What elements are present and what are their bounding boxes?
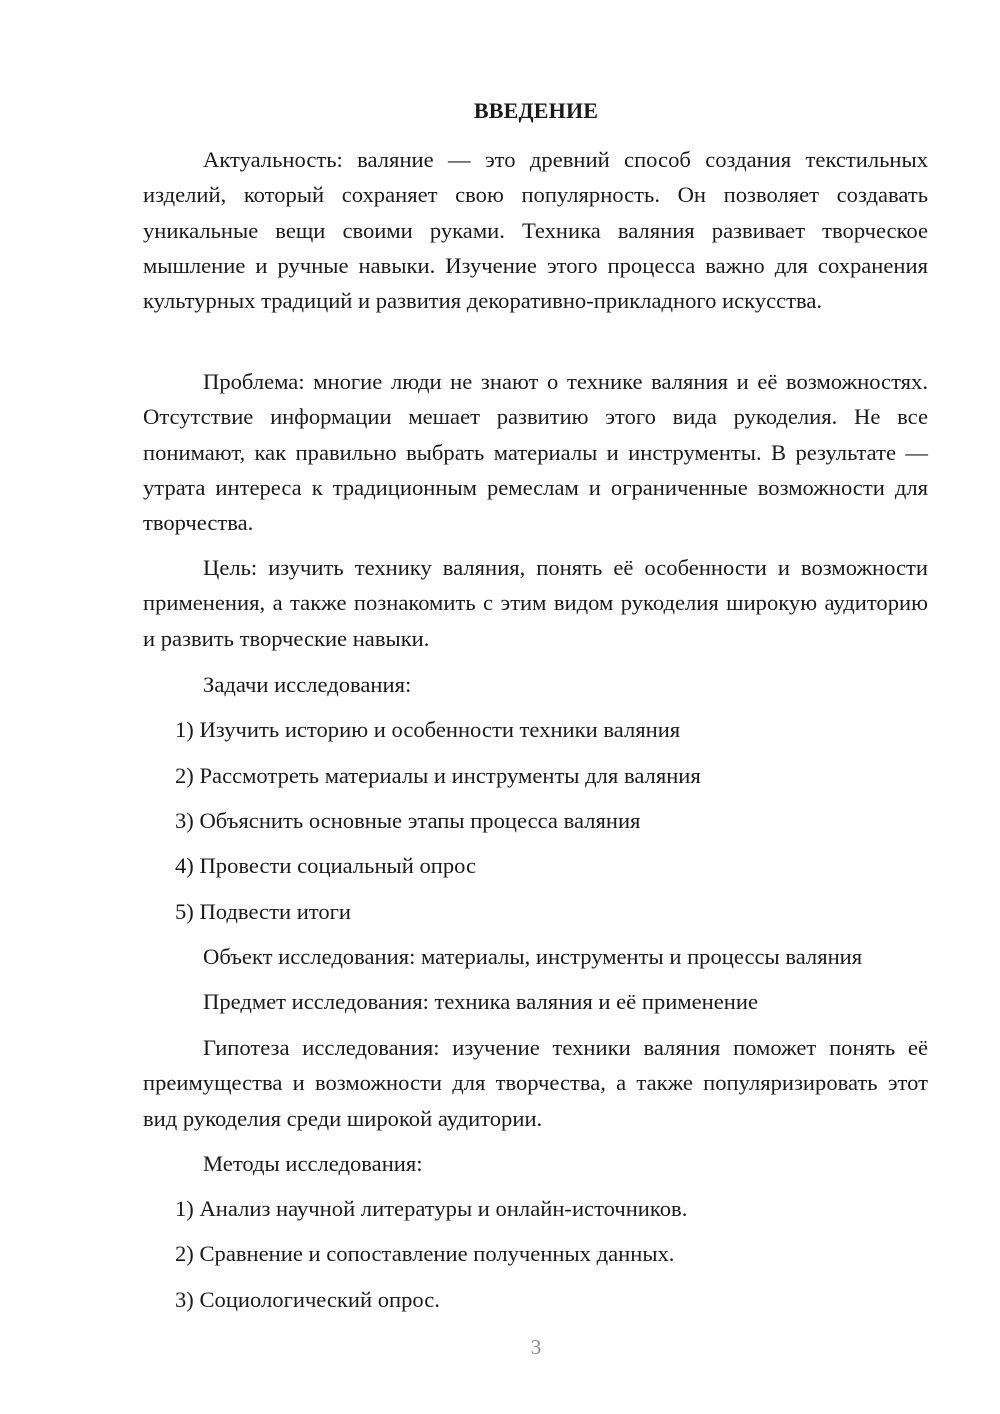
problem-paragraph: Проблема: многие люди не знают о технике валяния и её возможностях. Отсутствие информации мешает развитию этого вида рукоделия. Не все понимают, как правильно выбрать материалы и инструменты. В результате — утрата интереса к традиционным ремеслам и ограниченные возможности для творчества.: [143, 369, 928, 536]
task-item: 2) Рассмотреть материалы и инструменты для валяния: [175, 763, 701, 788]
task-item: 5) Подвести итоги: [175, 899, 352, 924]
method-item: 2) Сравнение и сопоставление полученных данных.: [175, 1241, 675, 1266]
task-item: 3) Объяснить основные этапы процесса валяния: [175, 808, 641, 833]
method-item: 1) Анализ научной литературы и онлайн-источников.: [175, 1196, 688, 1221]
page-number: 3: [530, 1335, 542, 1359]
research-subject: Предмет исследования: техника валяния и её применение: [203, 989, 758, 1014]
method-item: 3) Социологический опрос.: [175, 1287, 440, 1312]
methods-heading: Методы исследования:: [203, 1151, 423, 1176]
research-object: Объект исследования: материалы, инструменты и процессы валяния: [203, 944, 863, 969]
relevance-paragraph: Актуальность: валяние — это древний способ создания текстильных изделий, который сохраняет свою популярность. Он позволяет создавать уникальные вещи своими руками. Техника валяния развивает творческое мышление и ручные навыки. Изучение этого процесса важно для сохранения культурных традиций и развития декоративно-прикладного искусства.: [143, 147, 928, 314]
goal-paragraph: Цель: изучить технику валяния, понять её особенности и возможности применения, а также познакомить с этим видом рукоделия широкую аудиторию и развить творческие навыки.: [143, 555, 928, 651]
tasks-heading: Задачи исследования:: [203, 672, 412, 697]
task-item: 1) Изучить историю и особенности техники валяния: [175, 717, 681, 742]
hypothesis-paragraph: Гипотеза исследования: изучение техники валяния поможет понять её преимущества и возможности для творчества, а также популяризировать этот вид рукоделия среди широкой аудитории.: [143, 1035, 928, 1131]
task-item: 4) Провести социальный опрос: [175, 853, 477, 878]
page-title: ВВЕДЕНИЕ: [473, 98, 599, 123]
